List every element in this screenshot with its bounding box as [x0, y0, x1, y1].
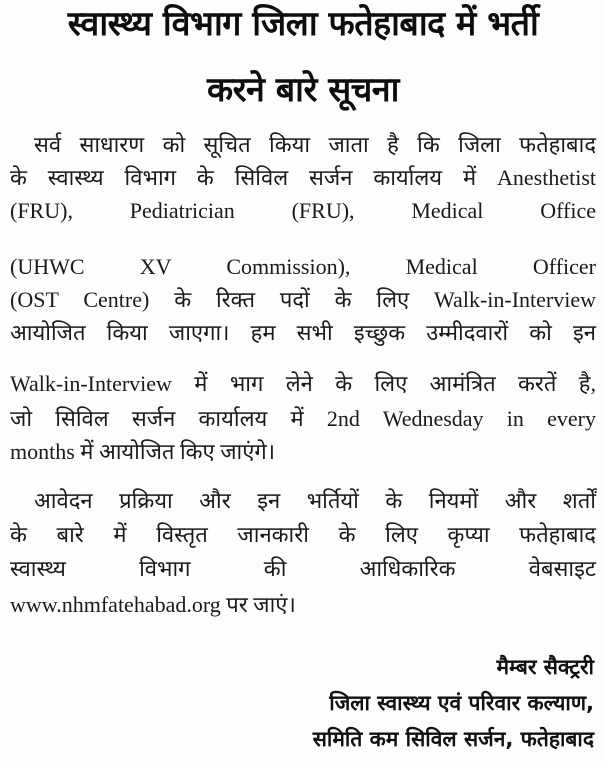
paragraph-line: के स्वास्थ्य विभाग के सिविल सर्जन कार्यालय में Anesthetist [10, 165, 596, 190]
signatory-organization: जिला स्वास्थ्य एवं परिवार कल्याण, [329, 691, 594, 715]
paragraph-line: आयोजित किया जाएगा। हम सभी इच्छुक उम्मीदवारों को इन [10, 320, 596, 345]
paragraph-line: स्वास्थ्य विभाग की आधिकारिक वेबसाइट [10, 556, 596, 581]
signatory-title: मैम्बर सैक्ट्ररी [496, 655, 594, 679]
paragraph-line: months में आयोजित किए जाएंगे। [10, 439, 276, 464]
paragraph-line: (FRU), Pediatrician (FRU), Medical Office [10, 198, 596, 223]
paragraph-line: सर्व साधारण को सूचित किया जाता है कि जिला फतेहाबाद [34, 132, 596, 157]
paragraph-line: के बारे में विस्तृत जानकारी के लिए कृप्या फतेहाबाद [10, 522, 596, 547]
signatory-designation: समिति कम सिविल सर्जन, फतेहाबाद [312, 727, 594, 751]
paragraph-line: (OST Centre) के रिक्त पदों के लिए Walk-in-Interview [10, 287, 596, 312]
website-line: www.nhmfatehabad.org पर जाएं। [10, 592, 296, 617]
headline-line-1: स्वास्थ्य विभाग जिला फतेहाबाद में भर्ती [67, 4, 539, 44]
paragraph-line: Walk-in-Interview में भाग लेने के लिए आमंत्रित करतें है, [10, 371, 596, 396]
headline-line-2: करने बारे सूचना [207, 70, 399, 110]
paragraph-line: जो सिविल सर्जन कार्यालय में 2nd Wednesday in every [10, 406, 596, 431]
paragraph-line: आवेदन प्रक्रिया और इन भर्तियों के नियमों और शर्तों [34, 488, 596, 513]
paragraph-line: (UHWC XV Commission), Medical Officer [10, 254, 596, 279]
